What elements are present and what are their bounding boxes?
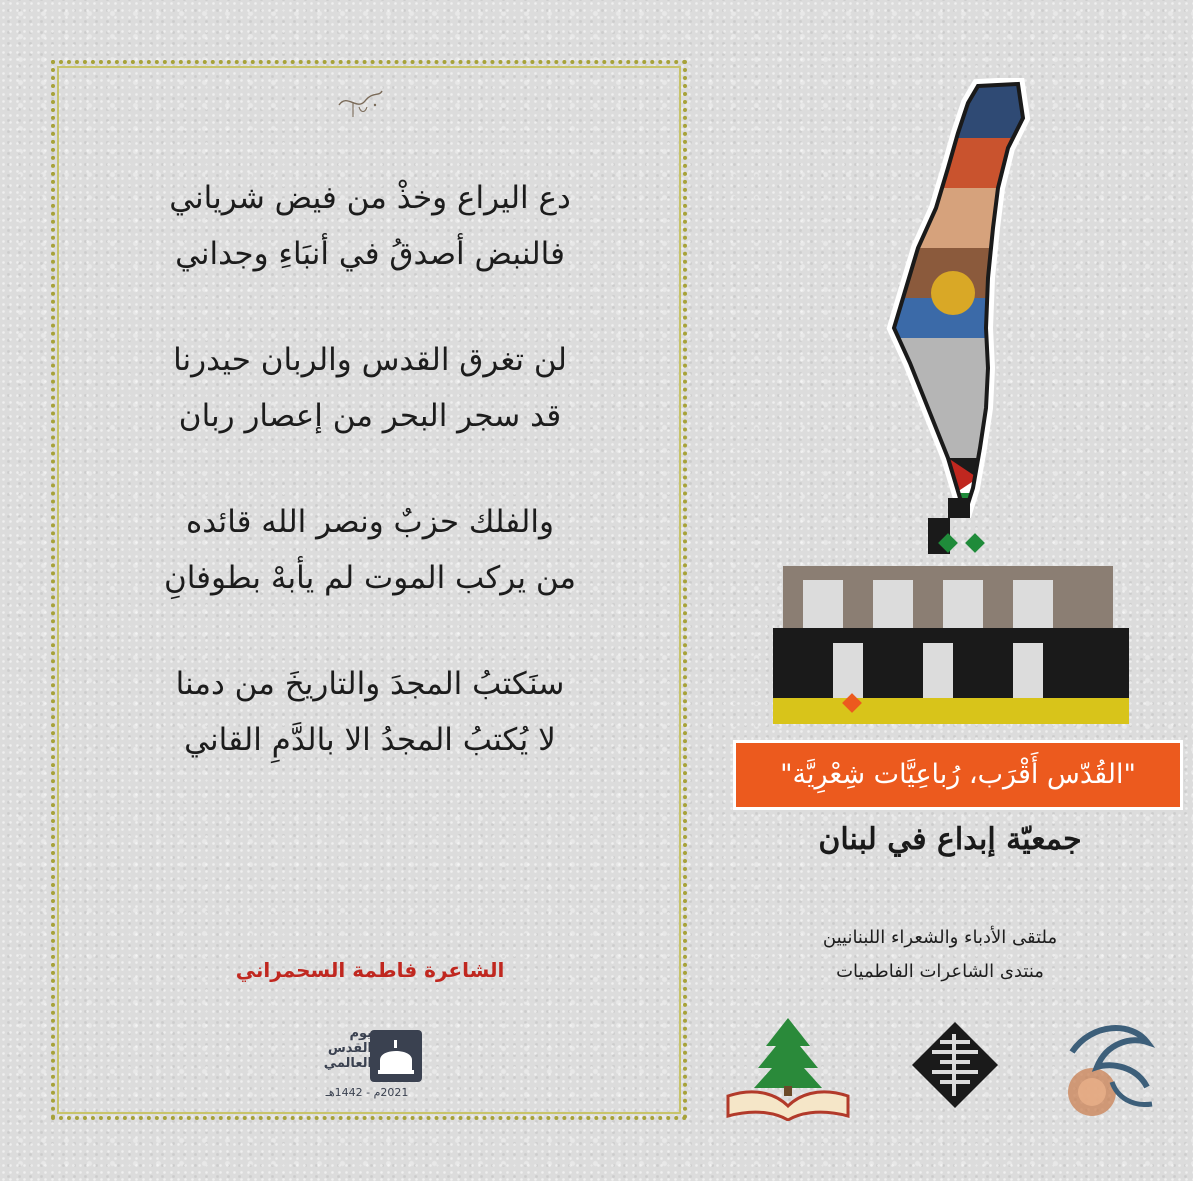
forum-names: [770, 921, 1110, 989]
fatimiyat-poets-logo-icon: [1052, 1012, 1162, 1122]
poem: [90, 170, 650, 818]
qods-day-title: يوم القدس العالمي: [323, 1026, 372, 1071]
qods-day-date: 2021م - 1442هـ: [325, 1086, 409, 1099]
cedar-book-logo-icon: [718, 1016, 858, 1121]
stanza: [90, 656, 650, 768]
title-qods-aqrab: [773, 498, 1135, 730]
verse: والفلك حزبٌ ونصر الله قائده: [186, 504, 554, 540]
verse: قد سجر البحر من إعصار ربان: [178, 398, 562, 434]
verse: لا يُكتبُ المجدُ الا بالدَّمِ القاني: [184, 722, 556, 758]
dome-icon: [370, 1030, 422, 1082]
stanza: [90, 170, 650, 282]
svg-text:أقرب: أقرب: [1103, 556, 1106, 557]
forum-line: ملتقى الأدباء والشعراء اللبنانيين: [822, 927, 1058, 948]
palestine-map-mosaic-icon: [858, 78, 1038, 518]
verse: من يركب الموت لم يأبهْ بطوفانِ: [163, 560, 577, 596]
stanza: [90, 494, 650, 606]
qods-day-logo: [312, 1026, 427, 1106]
verse: لن تغرق القدس والربان حيدرنا: [173, 342, 567, 378]
verse: سنَكتبُ المجدَ والتاريخَ من دمنا: [175, 666, 565, 702]
bismillah-calligraphy-icon: [335, 83, 385, 123]
association-name: جمعيّة إبداع في لبنان: [818, 822, 1082, 857]
kufic-square-logo-icon: [910, 1020, 1000, 1110]
svg-text:القدس: القدس: [1103, 688, 1106, 689]
title-calligraphy-graphic: [773, 498, 1135, 730]
verse: دع اليراع وخذْ من فيض شرياني: [169, 180, 571, 216]
poet-name: الشاعرة فاطمة السحمراني: [235, 958, 505, 982]
stanza: [90, 332, 650, 444]
verse: فالنبض أصدقُ في أنبَاءِ وجداني: [175, 236, 565, 272]
collection-title-banner: "القُدّس أَقْرَب، رُباعِيَّات شِعْرِيَّة": [733, 740, 1183, 810]
forum-line: منتدى الشاعرات الفاطميات: [836, 961, 1044, 982]
